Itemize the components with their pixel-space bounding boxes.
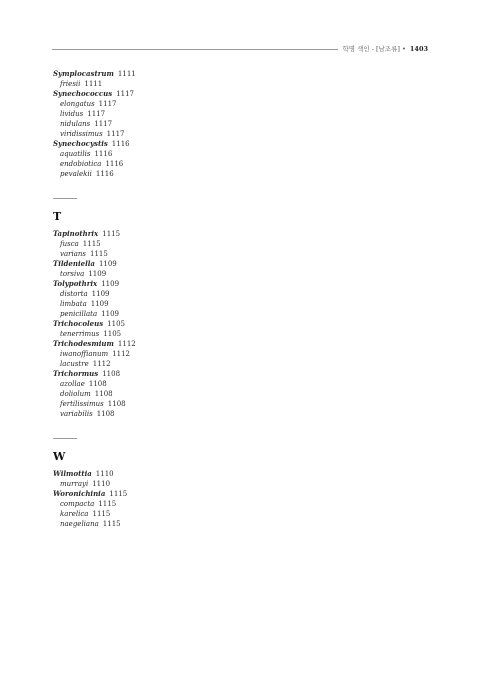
section-letter: W [53,450,66,463]
genus-entry [53,469,253,479]
page-ref: 1108 [107,400,126,408]
section-divider [53,198,77,199]
genus-entry [53,369,253,379]
species-entry [53,239,253,249]
genus-name: Synechocystis [53,139,108,148]
page-ref: 1109 [98,260,117,268]
page-ref: 1112 [92,360,111,368]
species-entry [53,289,253,299]
species-entry [53,399,253,409]
page-ref: 1117 [106,130,125,138]
page-ref: 1115 [98,500,117,508]
species-entry [53,409,253,419]
page-ref: 1116 [111,140,130,148]
page-ref: 1108 [102,370,121,378]
genus-entry [53,139,253,149]
page-ref: 1117 [87,110,106,118]
species-entry [53,499,253,509]
species-name: lacustre [60,360,89,368]
page-ref: 1117 [98,100,117,108]
page-ref: 1116 [95,170,114,178]
page-ref: 1115 [109,490,128,498]
species-entry [53,129,253,139]
page-ref: 1105 [107,320,125,328]
index-list [53,69,253,529]
page-ref: 1109 [91,290,110,298]
page-ref: 1109 [101,310,119,318]
page-number: 1403 [409,45,428,53]
page-ref: 1115 [102,520,121,528]
page-ref: 1108 [96,410,115,418]
species-name: friesii [60,80,81,88]
genus-name: Tolypothrix [53,279,98,288]
species-name: penicillata [60,310,98,318]
page-ref: 1116 [94,150,113,158]
genus-entry [53,489,253,499]
page-ref: 1111 [84,80,103,88]
genus-entry [53,259,253,269]
genus-entry [53,279,253,289]
species-name: doliolum [60,390,91,398]
species-name: aquatilis [60,150,91,158]
species-entry [53,249,253,259]
page-ref: 1105 [103,330,122,338]
page-ref: 1108 [94,390,113,398]
species-entry [53,149,253,159]
species-entry [53,359,253,369]
species-name: lividus [60,110,84,118]
species-name: naegeliana [60,520,99,528]
species-name: azollae [60,380,85,388]
running-title: 학명 색인 - [남조류] [342,45,400,53]
species-entry [53,169,253,179]
species-entry [53,309,253,319]
species-name: varians [60,250,86,258]
header-bullet: • [401,45,406,53]
genus-entry [53,339,253,349]
species-name: pevalekii [60,170,92,178]
header-label [338,44,428,54]
page-ref: 1109 [88,270,107,278]
genus-name: Tildeniella [53,259,95,268]
section-letter: T [53,210,62,223]
species-name: murrayi [60,480,89,488]
page-ref: 1112 [112,350,130,358]
page-ref: 1109 [101,280,120,288]
species-name: nidulans [60,120,91,128]
species-entry [53,479,253,489]
species-name: viridissimus [60,130,103,138]
genus-name: Symplocastrum [53,69,114,78]
page-ref: 1115 [102,230,121,238]
species-entry [53,99,253,109]
page-ref: 1108 [88,380,107,388]
species-entry [53,119,253,129]
species-name: variabilis [60,410,93,418]
page-ref: 1112 [117,340,136,348]
species-name: iwanoffianum [60,350,109,358]
species-name: limbata [60,300,87,308]
species-name: endobiotica [60,160,102,168]
species-name: torsiva [60,270,85,278]
genus-entry [53,89,253,99]
page-ref: 1115 [82,240,101,248]
species-entry [53,109,253,119]
running-header [52,44,428,54]
genus-entry [53,229,253,239]
species-name: compacta [60,500,95,508]
section-divider [53,438,77,439]
species-name: fertilissimus [60,400,104,408]
species-entry [53,79,253,89]
genus-entry [53,319,253,329]
species-entry [53,269,253,279]
species-name: fusca [60,240,79,248]
species-entry [53,389,253,399]
species-entry [53,349,253,359]
genus-name: Wilmottia [53,469,92,478]
genus-name: Woronichinia [53,489,106,498]
page-ref: 1109 [90,300,109,308]
page-ref: 1111 [117,70,136,78]
page-ref: 1115 [90,250,108,258]
species-entry [53,379,253,389]
species-name: tenerrimus [60,330,100,338]
species-name: karelica [60,510,89,518]
genus-name: Trichocoleus [53,319,104,328]
genus-name: Trichodesmium [53,339,114,348]
page-ref: 1117 [94,120,113,128]
header-rule [52,49,342,50]
species-entry [53,159,253,169]
species-name: elongatus [60,100,95,108]
page-ref: 1110 [92,480,111,488]
genus-name: Tapinothrix [53,229,99,238]
page-ref: 1115 [92,510,111,518]
page-ref: 1116 [105,160,124,168]
species-entry [53,299,253,309]
genus-name: Trichormus [53,369,99,378]
species-entry [53,519,253,529]
page-ref: 1117 [116,90,134,98]
species-entry [53,329,253,339]
species-name: distorta [60,290,88,298]
genus-entry [53,69,253,79]
page-ref: 1110 [95,470,114,478]
genus-name: Synechococcus [53,89,113,98]
species-entry [53,509,253,519]
